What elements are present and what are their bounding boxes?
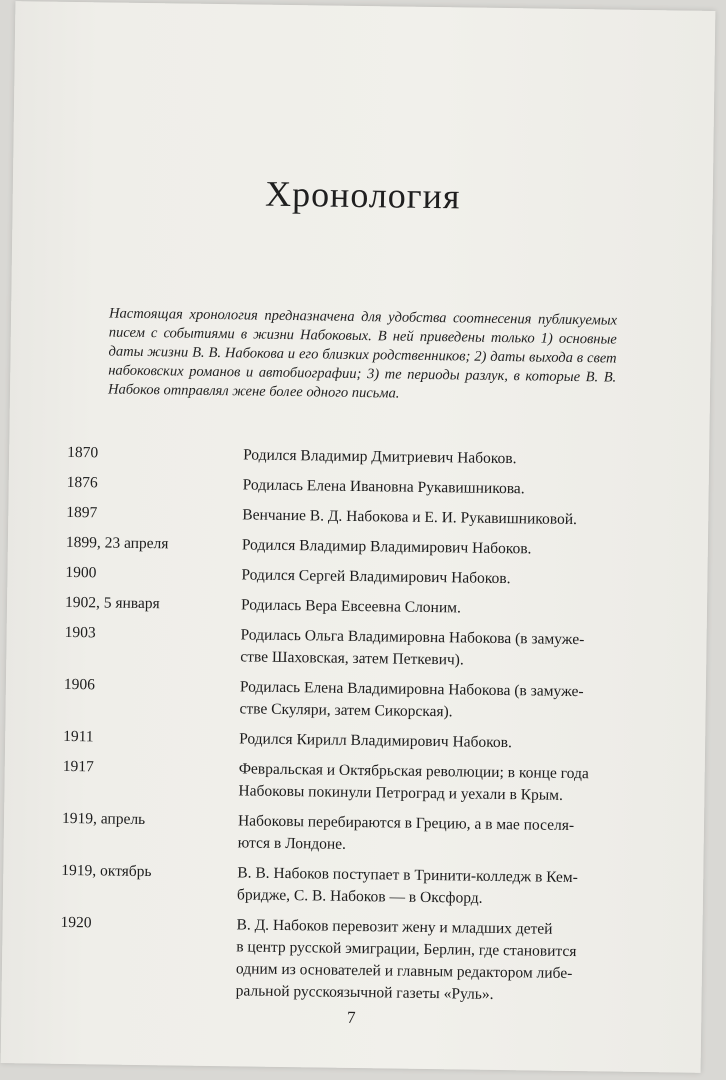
entry-event-line: Набоковы покинули Петроград и уехали в Крым.: [238, 782, 564, 804]
entry-event: [243, 474, 627, 501]
entry-event-line: одним из основателей и главным редактором либе-: [235, 960, 573, 983]
entry-event: [238, 758, 623, 807]
entry-event: [238, 810, 623, 859]
entry-date: 1897: [66, 503, 98, 522]
entry-event-line: Родилась Елена Ивановна Рукавишникова.: [242, 476, 525, 498]
entry-event: [239, 728, 623, 755]
chronology-entry: [65, 592, 625, 622]
chronology-entry: [64, 622, 625, 674]
entry-event-line: Родился Кирилл Владимирович Набоков.: [239, 730, 513, 752]
entry-date: 1902, 5 января: [64, 593, 160, 613]
entry-event: [235, 914, 620, 1007]
chronology-entry: [62, 756, 623, 808]
entry-date: 1900: [65, 563, 97, 582]
chronology-entry: [65, 562, 625, 592]
entry-date: 1870: [67, 443, 99, 462]
entry-date: 1911: [63, 727, 94, 746]
chronology-entry: [62, 808, 623, 860]
entry-event-line: ральной русскоязычной газеты «Руль».: [235, 982, 494, 1003]
entry-event: [237, 862, 622, 911]
entry-event-line: Родился Владимир Дмитриевич Набоков.: [243, 446, 517, 468]
entry-event: [242, 504, 626, 531]
entry-event: [242, 534, 626, 561]
book-page: [1, 1, 716, 1073]
entry-event-line: Родилась Елена Владимировна Набокова (в замуже-: [239, 678, 584, 701]
entry-event-line: стве Скуляри, затем Сикорская).: [239, 700, 453, 721]
chronology-entry: [67, 442, 627, 472]
entry-event-line: Февральская и Октябрьская революции; в конце года: [238, 760, 589, 783]
chronology-entry: [66, 532, 626, 562]
chronology-entry: [63, 674, 624, 726]
chronology-entry: [67, 472, 627, 502]
entry-event: [240, 624, 625, 673]
entry-date: 1917: [62, 757, 94, 776]
entry-event-line: Родился Сергей Владимирович Набоков.: [241, 566, 511, 588]
entry-date: 1876: [66, 473, 98, 492]
chronology-entry: [60, 912, 621, 1008]
chronology-list: [60, 442, 628, 1008]
entry-event-line: Набоковы перебираются в Грецию, а в мае поселя-: [237, 812, 575, 835]
entry-event-line: в центр русской эмиграции, Берлин, где становится: [236, 938, 577, 961]
entry-event-line: стве Шаховская, затем Петкевич).: [240, 648, 464, 669]
entry-event-line: Родилась Вера Евсеевна Слоним.: [240, 596, 462, 617]
chronology-entry: [66, 502, 626, 532]
page-title: Хронология: [264, 173, 461, 217]
entry-date: 1920: [60, 913, 92, 932]
entry-event-line: Родился Владимир Владимирович Набоков.: [241, 536, 532, 558]
entry-date: 1919, апрель: [61, 809, 146, 829]
page-number: 7: [346, 1007, 356, 1028]
entry-event-line: В. В. Набоков поступает в Тринити-колледж в Кем-: [237, 864, 578, 887]
entry-date: 1906: [63, 675, 96, 694]
entry-date: 1903: [64, 623, 96, 642]
intro-paragraph: Настоящая хронология предназначена для удобства соотнесения публикуемых писем с событиями в жизни Набоковых. В ней приведены только 1) основные даты жизни В. В. Набокова и его близких родственников; 2) даты выхода в свет набоковских романов и автобиографии; 3) те периоды разлук, в которые В. В. Набоков отправлял жене более одного письма.: [107, 305, 618, 402]
entry-event-line: ются в Лондоне.: [237, 834, 347, 853]
entry-date: 1899, 23 апреля: [65, 533, 169, 553]
entry-event: [241, 594, 625, 621]
entry-event: [243, 444, 627, 471]
entry-event-line: Родилась Ольга Владимировна Набокова (в замуже-: [240, 626, 585, 649]
entry-event: [241, 564, 625, 591]
entry-event-line: В. Д. Набоков перевозит жену и младших детей: [236, 916, 553, 938]
entry-event: [239, 676, 624, 725]
entry-date: 1919, октябрь: [61, 861, 152, 881]
entry-event-line: Венчание В. Д. Набокова и Е. И. Рукавишниковой.: [242, 506, 578, 529]
entry-event-line: бридже, С. В. Набоков — в Оксфорд.: [236, 886, 483, 907]
chronology-entry: [63, 726, 623, 756]
chronology-entry: [61, 860, 622, 912]
